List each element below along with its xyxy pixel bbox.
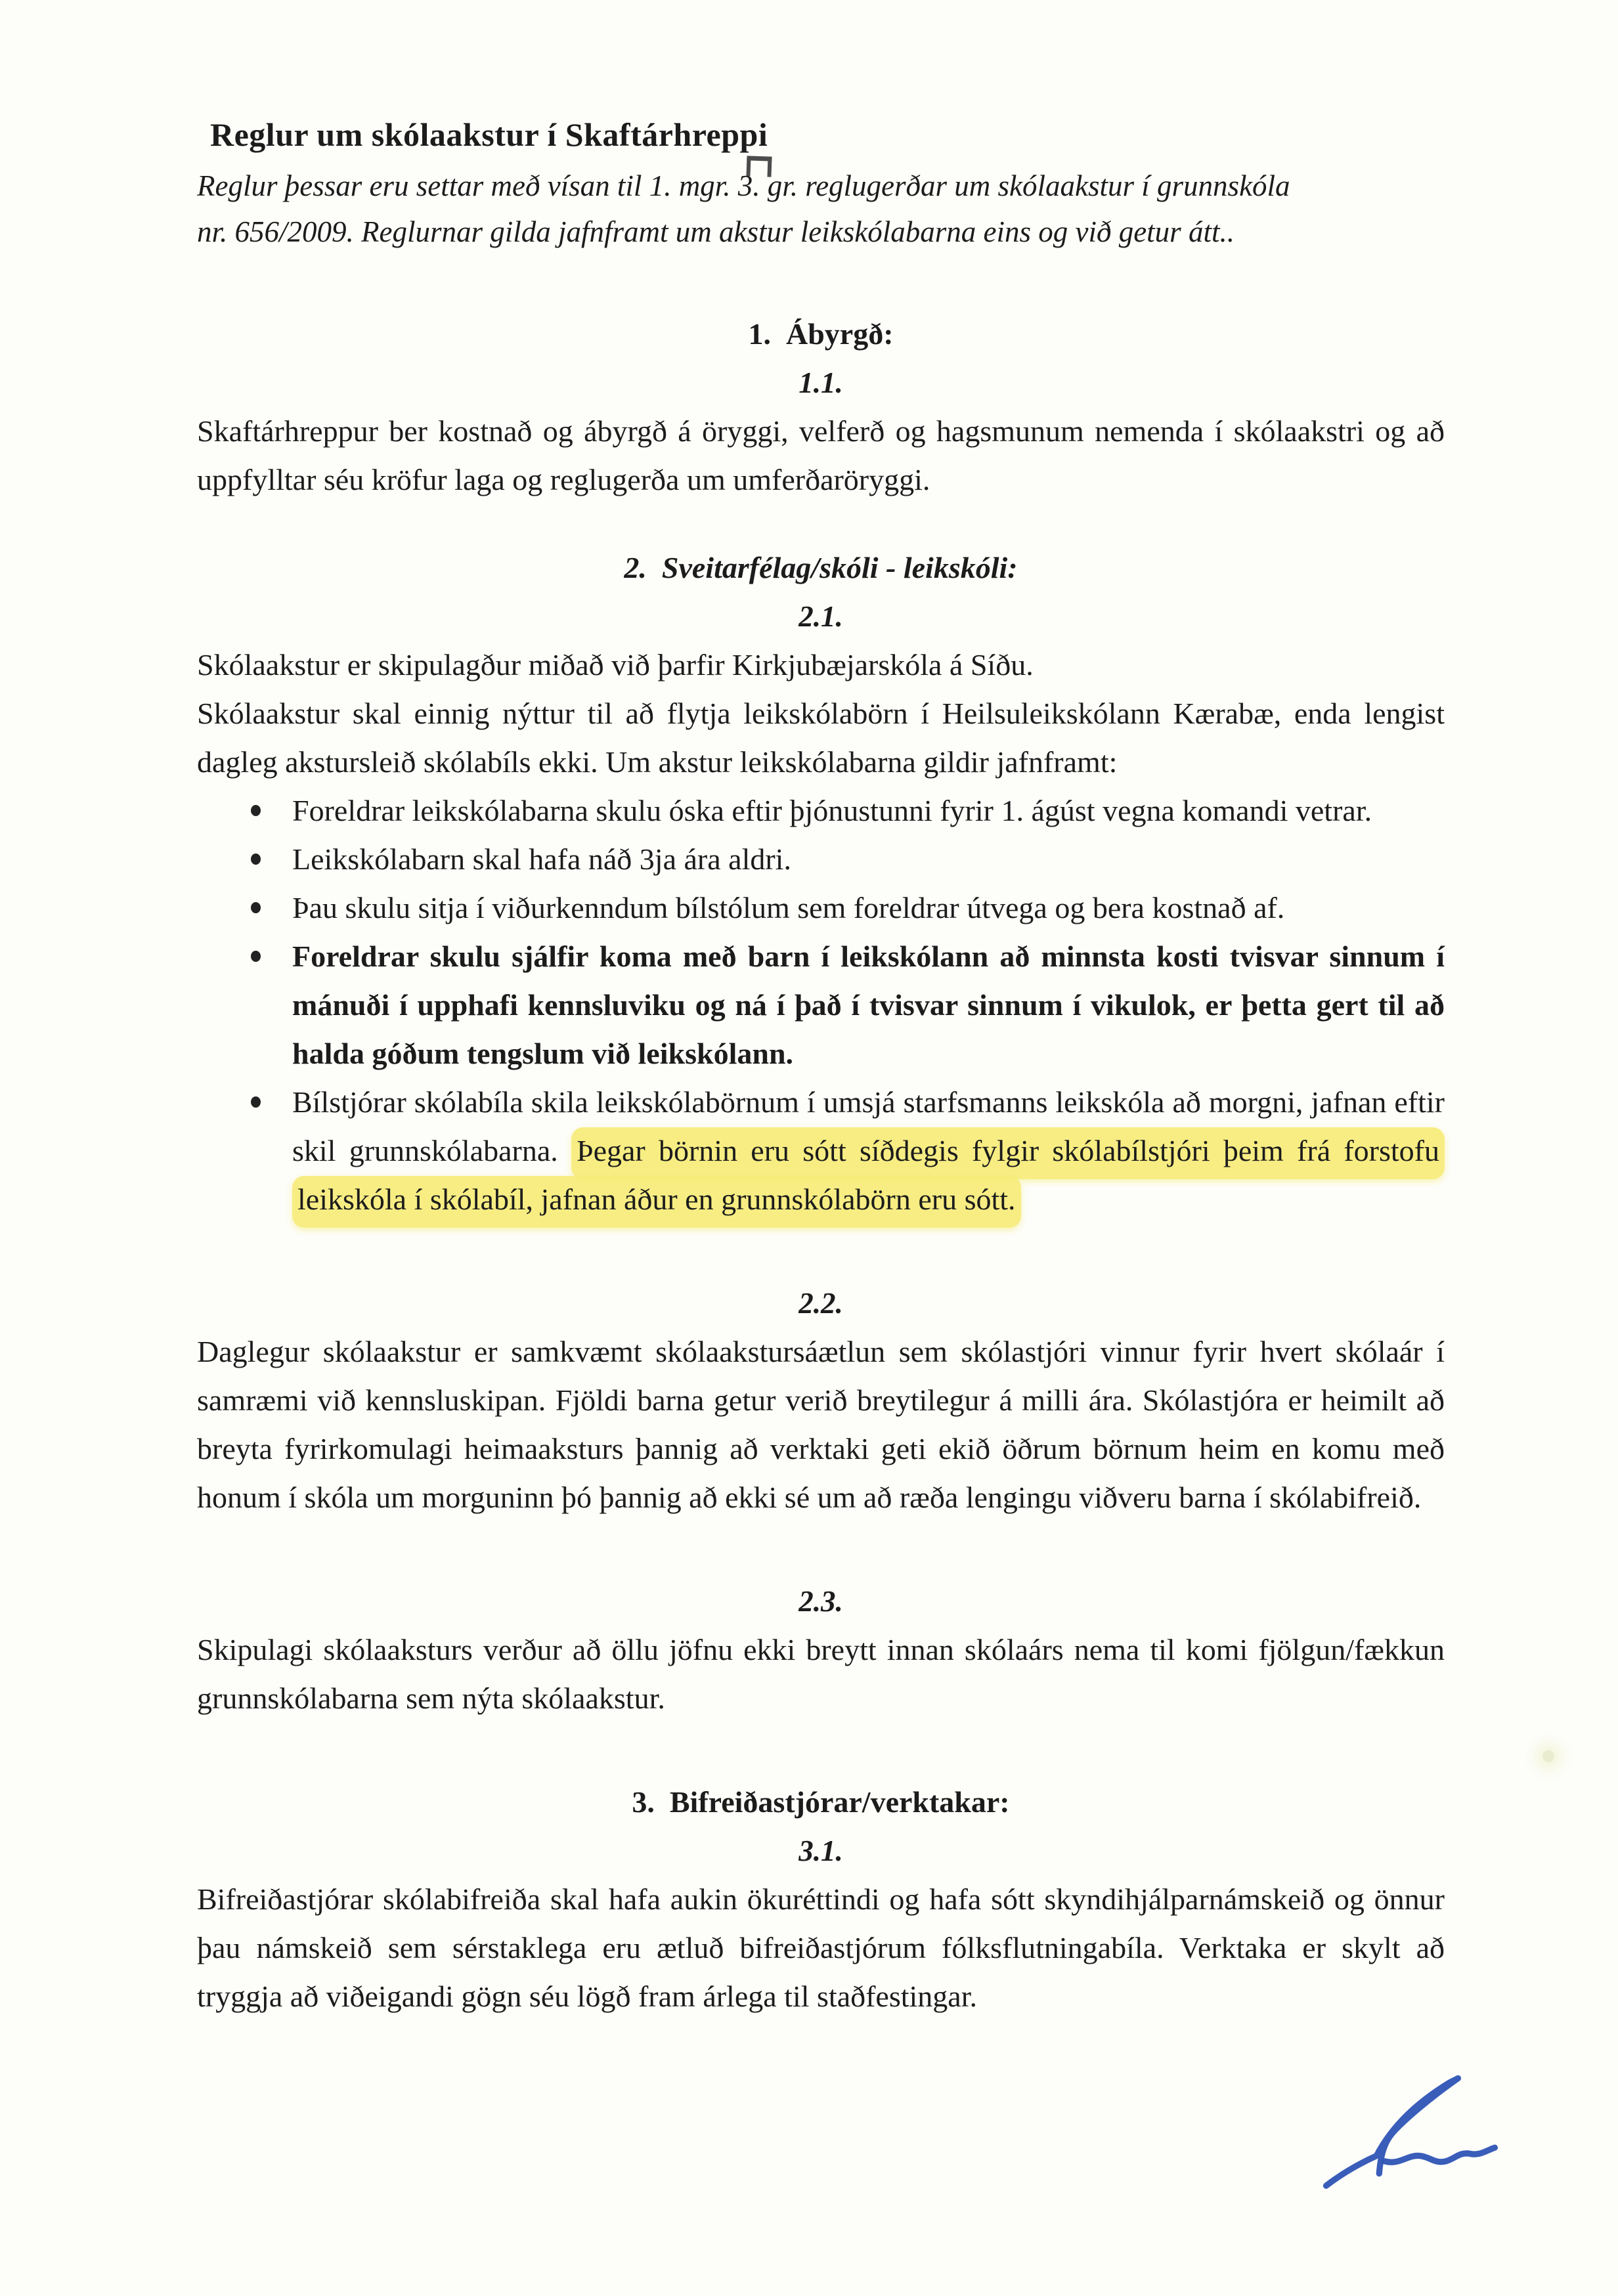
bullet-icon (251, 902, 261, 913)
bullet-text: Þau skulu sitja í viðurkenndum bílstólum sem foreldrar útvega og bera kostnað af. (292, 891, 1285, 924)
document-content (197, 0, 1445, 2021)
list-item (197, 884, 1445, 932)
section-2-1-number: 2.1. (798, 600, 843, 633)
pale-dot-artifact (1542, 1750, 1554, 1762)
list-item (197, 787, 1445, 835)
bullet-text-with-highlight (292, 1078, 1445, 1224)
section-3-1-number: 3.1. (798, 1834, 843, 1867)
section-2-1-paragraph-b: Skólaakstur skal einnig nýttur til að flytja leikskólabörn í Heilsuleikskólann Kærabæ, enda lengist dagleg akstursleið skólabíls ekki. Um akstur leikskólabarna gildir jafnframt: (197, 697, 1445, 779)
section-2-2-paragraph: Daglegur skólaakstur er samkvæmt skólaakstursáætlun sem skólastjóri vinnur fyrir hvert skólaár í samræmi við kennsluskipan. Fjöldi barna getur verið breytilegur á milli ára. Skólastjóra er heimilt að breyta fyrirkomulagi heimaaksturs þannig að verktaki geti ekið öðrum börnum heim en komu með honum í skóla um morguninn þó þannig að ekki sé um að ræða lengingu viðveru barna í skólabifreið. (197, 1335, 1445, 1514)
bullet-text: Leikskólabarn skal hafa náð 3ja ára aldri. (292, 842, 791, 876)
bullet-icon (251, 951, 261, 962)
bullet-list (197, 787, 1445, 1224)
section-1-1-number: 1.1. (798, 366, 843, 399)
list-item (197, 835, 1445, 884)
section-2-2-number: 2.2. (798, 1287, 843, 1320)
section-3-heading: 3. Bifreiðastjórar/verktakar: (632, 1785, 1010, 1819)
subtitle-line-2: nr. 656/2009. Reglurnar gilda jafnframt um akstur leikskólabarna eins og við getur átt.. (197, 215, 1235, 248)
section-2-3-paragraph: Skipulagi skólaaksturs verður að öllu jöfnu ekki breytt innan skólaárs nema til komi fjölgun/fækkun grunnskólabarna sem nýta skólaakstur. (197, 1633, 1445, 1715)
list-item (197, 1078, 1445, 1224)
section-1-heading: 1. Ábyrgð: (748, 317, 894, 351)
doc-subtitle (197, 163, 1445, 255)
section-1-1-paragraph: Skaftárhreppur ber kostnað og ábyrgð á öryggi, velferð og hagsmunum nemenda í skólaakstri og að uppfylltar séu kröfur laga og reglugerða um umferðaröryggi. (197, 414, 1445, 496)
section-2-1-paragraph-a: Skólaakstur er skipulagður miðað við þarfir Kirkjubæjarskóla á Síðu. (197, 648, 1034, 682)
page-title: Reglur um skólaakstur í Skaftárhreppi (210, 116, 768, 153)
bullet-icon (251, 854, 261, 865)
bullet-icon (251, 1096, 261, 1108)
bullet-text: Foreldrar leikskólabarna skulu óska eftir þjónustunni fyrir 1. ágúst vegna komandi vetrar. (292, 794, 1372, 827)
bullet-icon (251, 805, 261, 816)
bullet-text-plain-part: Bílstjórar skólabíla skila leikskólabörnum í umsjá starfsmanns leikskóla að morgni, jafnan eftir skil grunnskólabarna. (292, 1085, 1445, 1167)
handwritten-signature (1317, 2058, 1507, 2196)
section-3-1-paragraph: Bifreiðastjórar skólabifreiða skal hafa aukin ökuréttindi og hafa sótt skyndihjálparnámskeið og önnur þau námskeið sem sérstaklega eru ætluð bifreiðastjórum fólksflutningabíla. Verktaka er skylt að tryggja að viðeigandi gögn séu lögð fram árlega til staðfestingar. (197, 1882, 1445, 2013)
subtitle-line-1: Reglur þessar eru settar með vísan til 1. mgr. 3. gr. reglugerðar um skólaakstur í grunnskóla (197, 169, 1290, 202)
list-item (197, 932, 1445, 1078)
section-2-heading: 2. Sveitarfélag/skóli - leikskóli: (624, 551, 1018, 584)
section-2-3-number: 2.3. (798, 1585, 843, 1618)
bullet-text-bold: Foreldrar skulu sjálfir koma með barn í leikskólann að minnsta kosti tvisvar sinnum í mánuði í upphafi kennsluviku og ná í það í tvisvar sinnum í vikulok, er þetta gert til að halda góðum tengslum við leikskólann. (292, 940, 1445, 1070)
highlighted-text: Þegar börnin eru sótt síðdegis fylgir skólabílstjóri þeim frá forstofu leikskóla í skólabíl, jafnan áður en grunnskólabörn eru sótt. (292, 1127, 1445, 1228)
